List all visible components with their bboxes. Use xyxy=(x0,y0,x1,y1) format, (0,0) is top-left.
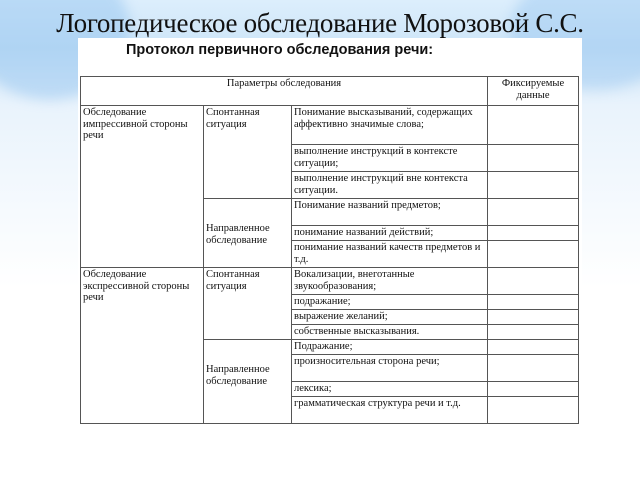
item-cell: подражание; xyxy=(292,295,488,310)
recorded-cell[interactable] xyxy=(488,397,579,424)
slide-title: Логопедическое обследование Морозовой С.С. xyxy=(56,8,584,38)
header-params: Параметры обследования xyxy=(81,77,488,106)
area-impressive: Обследование импрессивной стороны речи xyxy=(81,106,204,268)
recorded-cell[interactable] xyxy=(488,241,579,268)
protocol-table xyxy=(80,76,579,424)
item-cell: Вокализации, внеготанные звукообразования; xyxy=(292,268,488,295)
recorded-cell[interactable] xyxy=(488,172,579,199)
table-row xyxy=(81,268,579,295)
recorded-cell[interactable] xyxy=(488,268,579,295)
header-recorded: Фиксируемые данные xyxy=(488,77,579,106)
item-cell: собственные высказывания. xyxy=(292,325,488,340)
recorded-cell[interactable] xyxy=(488,199,579,226)
recorded-cell[interactable] xyxy=(488,106,579,145)
recorded-cell[interactable] xyxy=(488,145,579,172)
recorded-cell[interactable] xyxy=(488,226,579,241)
item-cell: выражение желаний; xyxy=(292,310,488,325)
table-row xyxy=(81,106,579,145)
area-expressive: Обследование экспрессивной стороны речи xyxy=(81,268,204,424)
item-cell: Подражание; xyxy=(292,340,488,355)
item-cell: лексика; xyxy=(292,382,488,397)
item-cell: грамматическая структура речи и т.д. xyxy=(292,397,488,424)
protocol-panel xyxy=(78,38,582,472)
recorded-cell[interactable] xyxy=(488,295,579,310)
item-cell: Понимание высказываний, содержащих аффективно значимые слова; xyxy=(292,106,488,145)
situation-directed: Направленное обследование xyxy=(204,199,292,268)
situation-spontaneous: Спонтанная ситуация xyxy=(204,106,292,199)
recorded-cell[interactable] xyxy=(488,310,579,325)
item-cell: понимание названий действий; xyxy=(292,226,488,241)
situation-directed: Направленное обследование xyxy=(204,340,292,424)
protocol-subtitle: Протокол первичного обследования речи: xyxy=(126,42,434,58)
item-cell: понимание названий качеств предметов и т.д. xyxy=(292,241,488,268)
item-cell: выполнение инструкций вне контекста ситуации. xyxy=(292,172,488,199)
table-header-row xyxy=(81,77,579,106)
recorded-cell[interactable] xyxy=(488,325,579,340)
item-cell: произносительная сторона речи; xyxy=(292,355,488,382)
recorded-cell[interactable] xyxy=(488,340,579,355)
situation-spontaneous: Спонтанная ситуация xyxy=(204,268,292,340)
recorded-cell[interactable] xyxy=(488,355,579,382)
item-cell: Понимание названий предметов; xyxy=(292,199,488,226)
item-cell: выполнение инструкций в контексте ситуации; xyxy=(292,145,488,172)
recorded-cell[interactable] xyxy=(488,382,579,397)
